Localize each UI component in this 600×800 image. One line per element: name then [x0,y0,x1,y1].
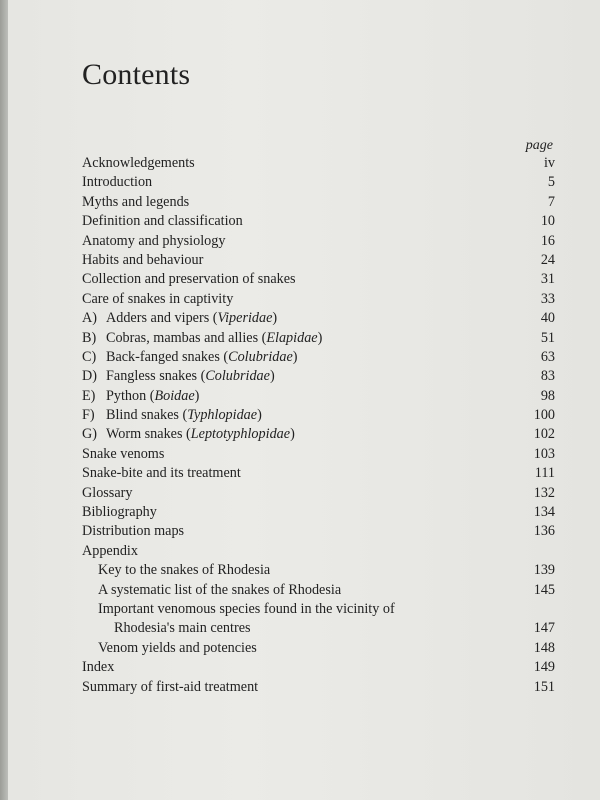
toc-entry-page-number: 147 [533,620,555,637]
toc-entry-page-number: 40 [540,310,555,327]
toc-entry-page-number: 100 [533,407,555,424]
toc-entry-letter: D) [82,368,97,385]
toc-entry [82,581,555,600]
toc-entry-page-number: 132 [533,484,555,501]
toc-entry [82,678,555,697]
toc-entry-page-number: 83 [540,368,555,385]
toc-entry-letter: E) [82,387,96,404]
toc-entry-label: A) Adders and vipers (Viperidae) [82,310,277,326]
toc-entry-page-number: 24 [540,251,555,268]
toc-entry-page-number: 139 [533,562,555,579]
toc-entry-label: Habits and behaviour [82,251,204,268]
toc-entry [82,290,555,309]
toc-entry-page-number: 148 [533,639,555,656]
toc-entry-page-number: 134 [533,504,555,521]
toc-entry-letter: C) [82,348,97,365]
toc-entry-letter: A) [82,310,97,327]
toc-entry-label: Introduction [82,174,153,191]
toc-entry-family: Colubridae [228,348,293,365]
toc-entry-label: Snake-bite and its treatment [82,465,241,482]
toc-entry-page-number: 151 [533,678,555,695]
toc-entry-label: Rhodesia's main centres [114,620,251,637]
toc-entry [82,173,555,192]
toc-entry-family: Leptotyphlopidae [190,426,291,443]
toc-entry-label: E) Python (Boidae) [82,388,199,404]
page-title: Contents [82,58,191,92]
toc-entry [82,464,555,483]
toc-entry-label: F) Blind snakes (Typhlopidae) [82,407,262,423]
toc-entry-page-number: 103 [533,445,555,462]
toc-entry-label: Summary of first-aid treatment [82,678,259,695]
toc-entry [82,270,555,289]
toc-entry-label: D) Fangless snakes (Colubridae) [82,368,275,384]
toc-entry-page-number: 33 [540,290,555,307]
toc-entry [82,522,555,541]
toc-entry-label: Definition and classification [82,213,243,230]
toc-entry-page-number: 51 [540,329,555,346]
toc-entry [82,658,555,677]
toc-entry-page-number: 63 [540,348,555,365]
toc-entry-page-number: 7 [547,193,555,210]
toc-entry [82,367,555,386]
toc-entry-label: Venom yields and potencies [98,639,257,656]
toc-entry-label: Acknowledgements [82,155,195,171]
toc-entry-label: Anatomy and physiology [82,232,226,249]
toc-entry [82,561,555,580]
page-column-label: page [525,138,553,153]
toc-entry [82,639,555,658]
toc-entry-letter: G) [82,426,97,443]
toc-entry-label: B) Cobras, mambas and allies (Elapidae) [82,330,322,346]
toc-entry [82,212,555,231]
toc-entry [82,600,555,619]
toc-entry-label: Collection and preservation of snakes [82,271,296,288]
toc-entry-label: A systematic list of the snakes of Rhodesia [98,581,342,598]
toc-entry-page-number: 16 [540,232,555,249]
toc-entry-label: Myths and legends [82,193,190,210]
toc-entry [82,329,555,348]
toc-entry-label: Index [82,659,115,676]
toc-entry-label: Bibliography [82,504,157,521]
toc-entry-label: Appendix [82,542,138,559]
toc-entry-page-number: 5 [547,174,555,191]
toc-entry-label: Important venomous species found in the vicinity of [98,600,395,617]
toc-entry-family: Viperidae [217,310,273,327]
toc-entry-letter: F) [82,407,95,424]
toc-entry [82,619,555,638]
toc-entry-page-number: 31 [540,271,555,288]
toc-entry-page-number: 111 [534,465,555,482]
toc-entry-label: Glossary [82,484,133,501]
toc-entry-letter: B) [82,329,97,346]
toc-entry-page-number: 102 [533,426,555,443]
toc-entry-label: Snake venoms [82,445,165,462]
toc-entry [82,193,555,212]
toc-entry-family: Typhlopidae [187,407,258,424]
toc-entry-label: Key to the snakes of Rhodesia [98,562,271,579]
toc-entry [82,348,555,367]
toc-entry-page-number: 145 [533,581,555,598]
toc-entry [82,309,555,328]
toc-entry-page-number: 98 [540,387,555,404]
toc-entry-label: C) Back-fanged snakes (Colubridae) [82,349,298,365]
toc-entry [82,484,555,503]
toc-entry-page-number: 136 [533,523,555,540]
toc-entry [82,542,555,561]
toc-entry-page-number: 10 [540,213,555,230]
toc-entry [82,445,555,464]
toc-entry-label: G) Worm snakes (Leptotyphlopidae) [82,426,295,442]
toc-entry [82,406,555,425]
book-gutter [0,0,8,800]
toc-entry-label: Distribution maps [82,523,185,540]
toc-entry-family: Colubridae [205,368,270,385]
toc-entry-page-number: 149 [533,659,555,676]
book-page [8,0,600,800]
toc-entry [82,425,555,444]
table-of-contents [82,154,555,697]
toc-entry [82,154,555,173]
toc-entry-family: Boidae [154,387,195,404]
toc-entry [82,387,555,406]
toc-entry [82,251,555,270]
toc-entry [82,503,555,522]
toc-entry [82,232,555,251]
toc-entry-label: Care of snakes in captivity [82,290,234,307]
toc-entry-page-number: iv [543,155,555,171]
toc-entry-family: Elapidae [266,329,318,346]
